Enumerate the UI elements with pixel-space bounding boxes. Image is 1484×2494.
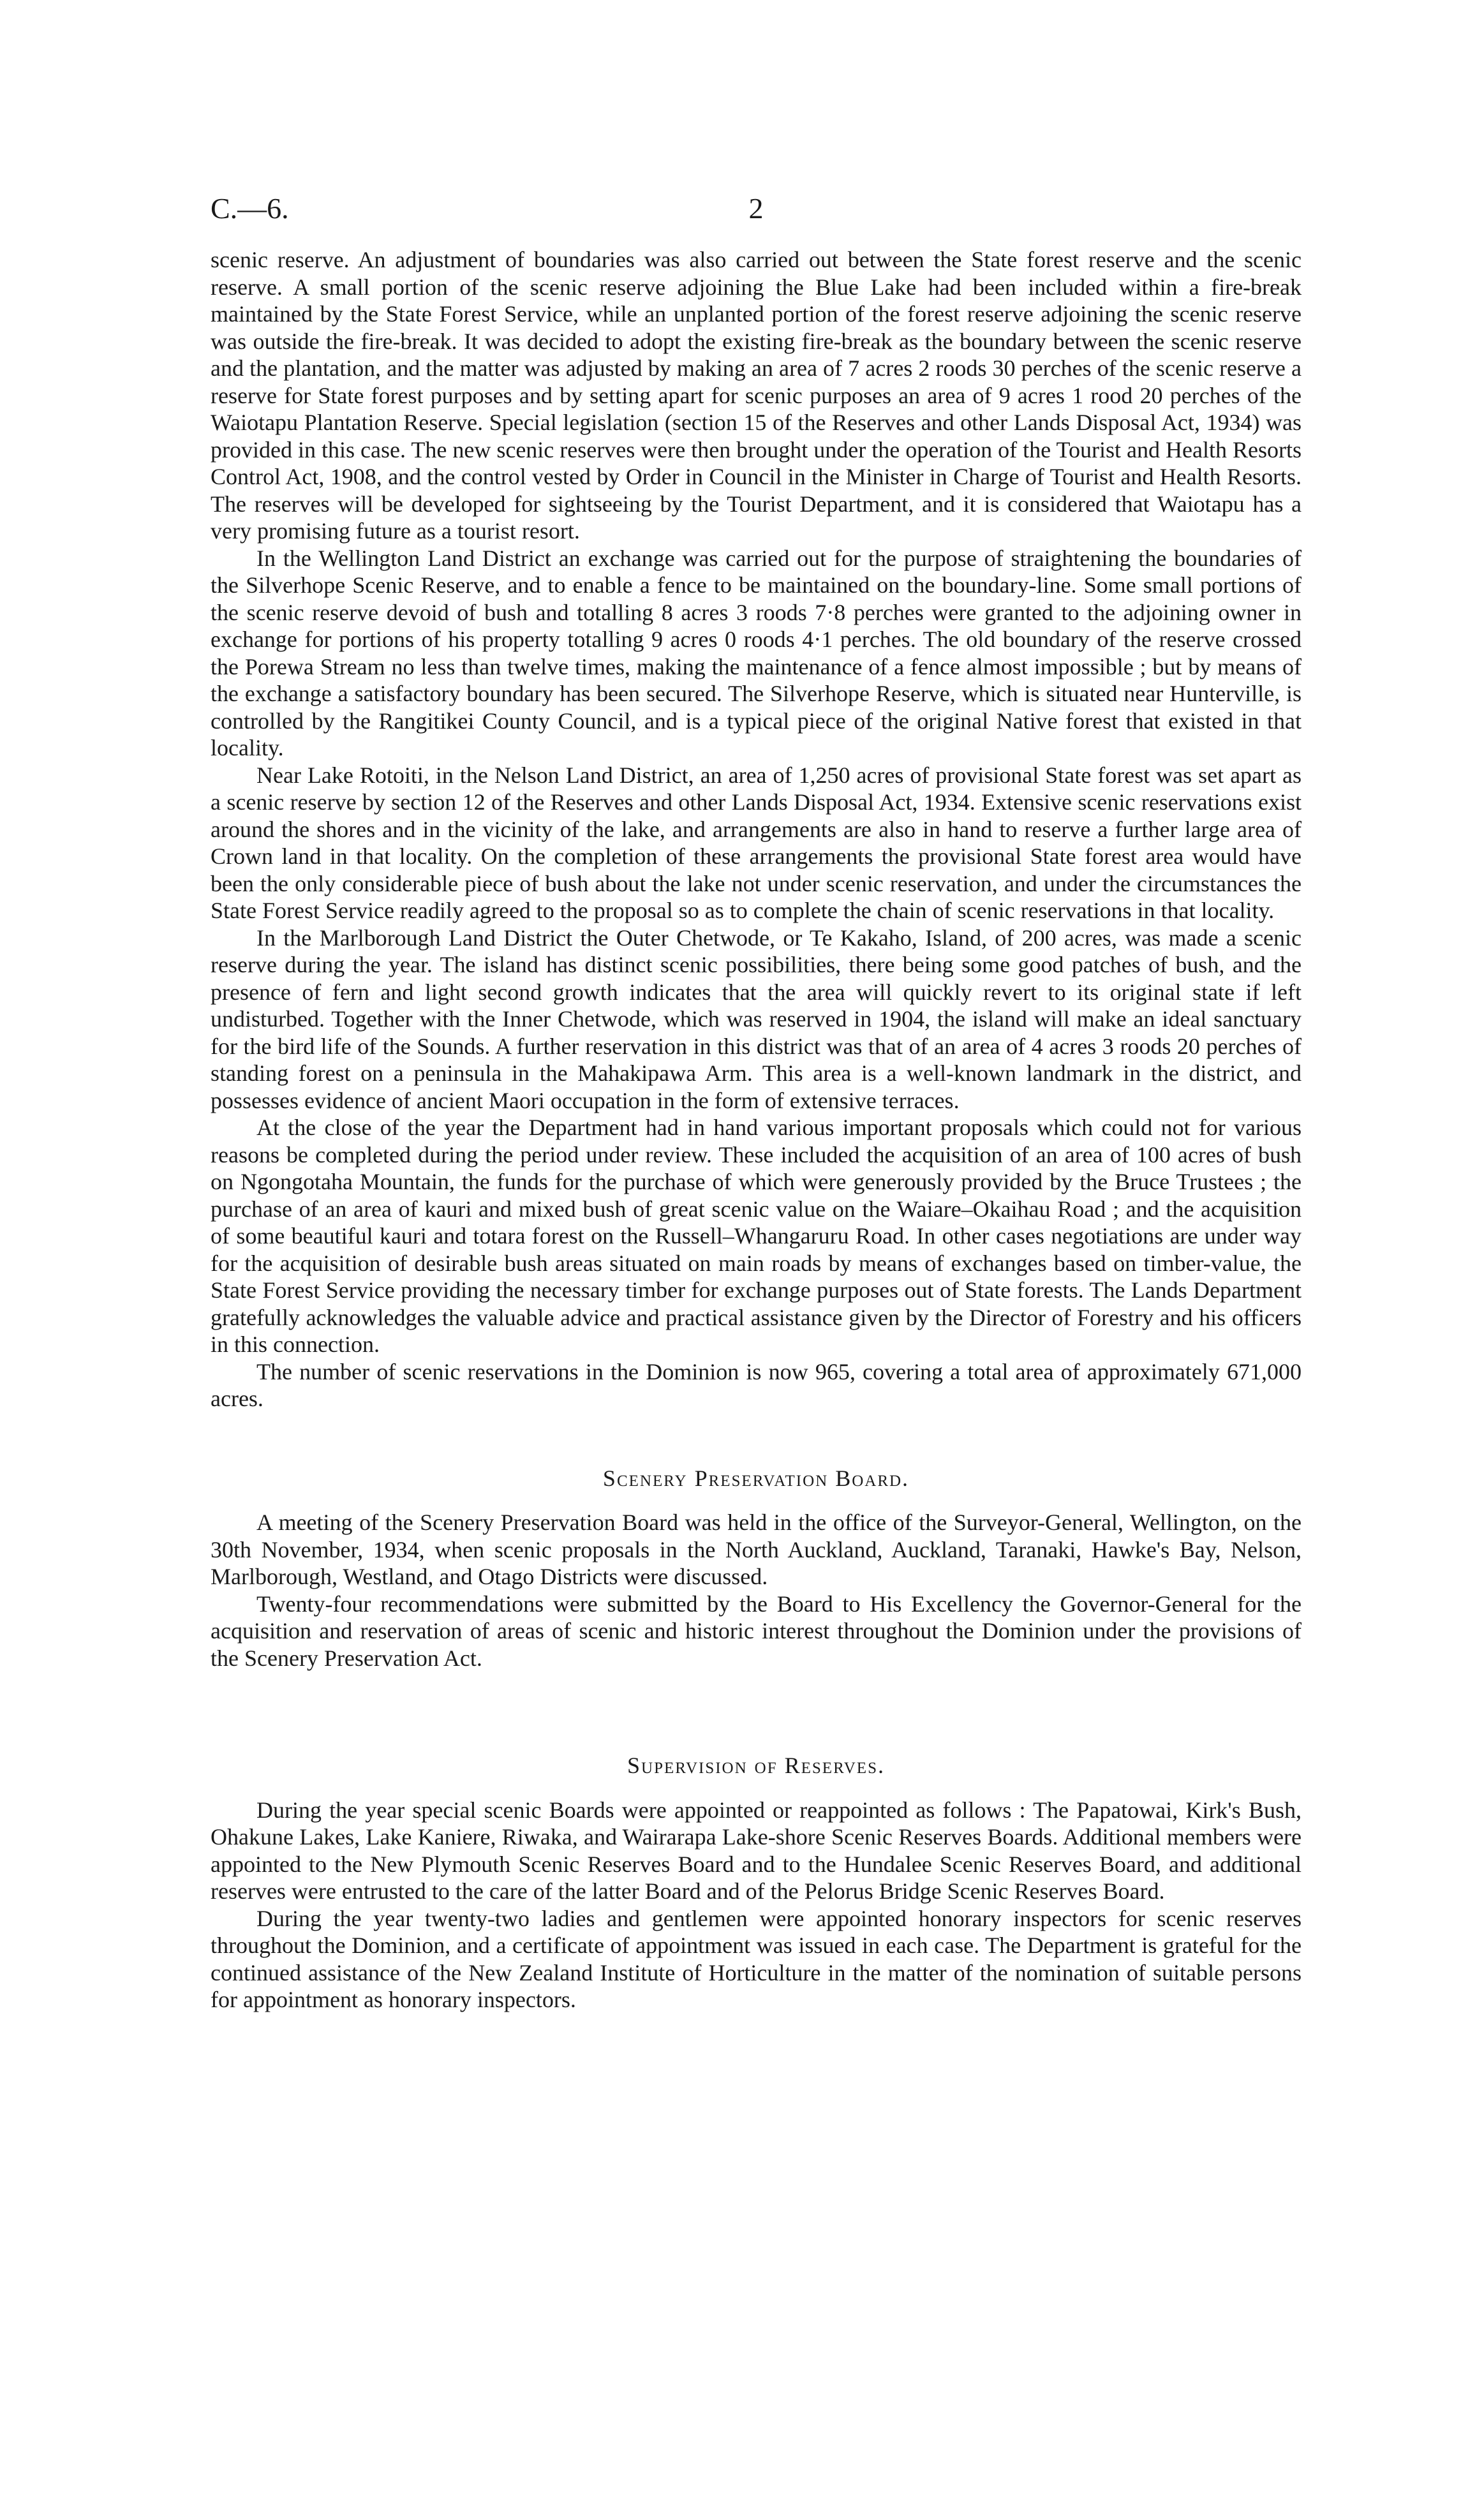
- body-text: [211, 246, 1302, 2014]
- paragraph-total-reservations: The number of scenic reservations in the Dominion is now 965, covering a total area of approximately 671,000 acres.: [211, 1358, 1302, 1411]
- paragraph-waiotapu-continued: scenic reserve. An adjustment of boundaries was also carried out between the State forest reserve and the scenic reserve. A small portion of the scenic reserve adjoining the Blue Lake had been included within a fire-break maintained by the State Forest Service, while an unplanted portion of the forest reserve adjoining the scenic reserve was outside the fire-break. It was decided to adopt the existing fire-break as the boundary between the scenic reserve and the plantation, and the matter was adjusted by making an area of 7 acres 2 roods 30 perches of the scenic reserve a reserve for State forest purposes and by setting apart for scenic purposes an area of 9 acres 1 rood 20 perches of the Waiotapu Plantation Reserve. Special legislation (section 15 of the Reserves and other Lands Disposal Act, 1934) was provided in this case. The new scenic reserves were then brought under the operation of the Tourist and Health Resorts Control Act, 1908, and the control vested by Order in Council in the Minister in Charge of Tourist and Health Resorts. The reserves will be developed for sightseeing by the Tourist Department, and it is considered that Waiotapu has a very promising future as a tourist resort.: [211, 247, 1302, 544]
- section-heading-scenery-board: Scenery Preservation Board.: [602, 1465, 910, 1491]
- paragraph-wellington: In the Wellington Land District an exchange was carried out for the purpose of straightening the boundaries of the Silverhope Scenic Reserve, and to enable a fence to be maintained on the boundary-line. Some small portions of the scenic reserve devoid of bush and totalling 8 acres 3 roods 7·8 perches were granted to the adjoining owner in exchange for portions of his property totalling 9 acres 0 roods 4·1 perches. The old boundary of the reserve crossed the Porewa Stream no less than twelve times, making the maintenance of a fence almost impossible ; but by means of the exchange a satisfactory boundary has been secured. The Silverhope Reserve, which is situated near Hunterville, is controlled by the Rangitikei County Council, and is a typical piece of the original Native forest that existed in that locality.: [211, 545, 1302, 761]
- paragraph-recommendations: Twenty-four recommendations were submitted by the Board to His Excellency the Governor-General for the acquisition and reservation of areas of scenic and historic interest throughout the Dominion under the provisions of the Scenery Preservation Act.: [211, 1591, 1302, 1671]
- page-number: 2: [748, 192, 764, 225]
- paragraph-scenic-boards: During the year special scenic Boards were appointed or reappointed as follows : The Papatowai, Kirk's Bush, Ohakune Lakes, Lake Kaniere, Riwaka, and Wairarapa Lake-shore Scenic Reserves Boards. Additional members were appointed to the New Plymouth Scenic Reserves Board and to the Hundalee Scenic Reserves Board, and additional reserves were entrusted to the care of the latter Board and of the Pelorus Bridge Scenic Reserves Board.: [211, 1797, 1302, 1904]
- paragraph-honorary-inspectors: During the year twenty-two ladies and gentlemen were appointed honorary inspectors for scenic reserves throughout the Dominion, and a certificate of appointment was issued in each case. The Department is grateful for the continued assistance of the New Zealand Institute of Horticulture in the matter of the nomination of suitable persons for appointment as honorary inspectors.: [211, 1905, 1302, 2012]
- paragraph-board-meeting: A meeting of the Scenery Preservation Board was held in the office of the Surveyor-General, Wellington, on the 30th November, 1934, when scenic proposals in the North Auckland, Auckland, Taranaki, Hawke's Bay, Nelson, Marlborough, Westland, and Otago Districts were discussed.: [211, 1510, 1302, 1589]
- paragraph-marlborough: In the Marlborough Land District the Outer Chetwode, or Te Kakaho, Island, of 200 acres, was made a scenic reserve during the year. The island has distinct scenic possibilities, there being some good patches of bush, and the presence of fern and light second growth indicates that the area will quickly revert to its original state if left undisturbed. Together with the Inner Chetwode, which was reserved in 1904, the island will make an ideal sanctuary for the bird life of the Sounds. A further reservation in this district was that of an area of 4 acres 3 roods 20 perches of standing forest on a peninsula in the Mahakipawa Arm. This area is a well-known landmark in the district, and possesses evidence of ancient Maori occupation in the form of extensive terraces.: [211, 924, 1302, 1113]
- page-header: [211, 191, 1302, 242]
- paragraph-proposals: At the close of the year the Department had in hand various important proposals which could not for various reasons be completed during the period under review. These included the acquisition of an area of 100 acres of bush on Ngongotaha Mountain, the funds for the purchase of which were generously provided by the Bruce Trustees ; the purchase of an area of kauri and mixed bush of great scenic value on the Waiare–Okaihau Road ; and the acquisition of some beautiful kauri and totara forest on the Russell–Whangaruru Road. In other cases negotiations are under way for the acquisition of desirable bush areas situated on main roads by means of exchanges based on timber-value, the State Forest Service providing the necessary timber for exchange purposes out of State forests. The Lands Department gratefully acknowledges the valuable advice and practical assistance given by the Director of Forestry and his officers in this connection.: [211, 1115, 1302, 1357]
- document-reference: C.—6.: [211, 192, 289, 225]
- paragraph-nelson: Near Lake Rotoiti, in the Nelson Land District, an area of 1,250 acres of provisional State forest was set apart as a scenic reserve by section 12 of the Reserves and other Lands Disposal Act, 1934. Extensive scenic reservations exist around the shores and in the vicinity of the lake, and arrangements are also in hand to reserve a further large area of Crown land in that locality. On the completion of these arrangements the provisional State forest area would have been the only considerable piece of bush about the lake not under scenic reservation, and under the circumstances the State Forest Service readily agreed to the proposal so as to complete the chain of scenic reservations in that locality.: [211, 762, 1302, 923]
- section-heading-supervision: Supervision of Reserves.: [627, 1753, 885, 1778]
